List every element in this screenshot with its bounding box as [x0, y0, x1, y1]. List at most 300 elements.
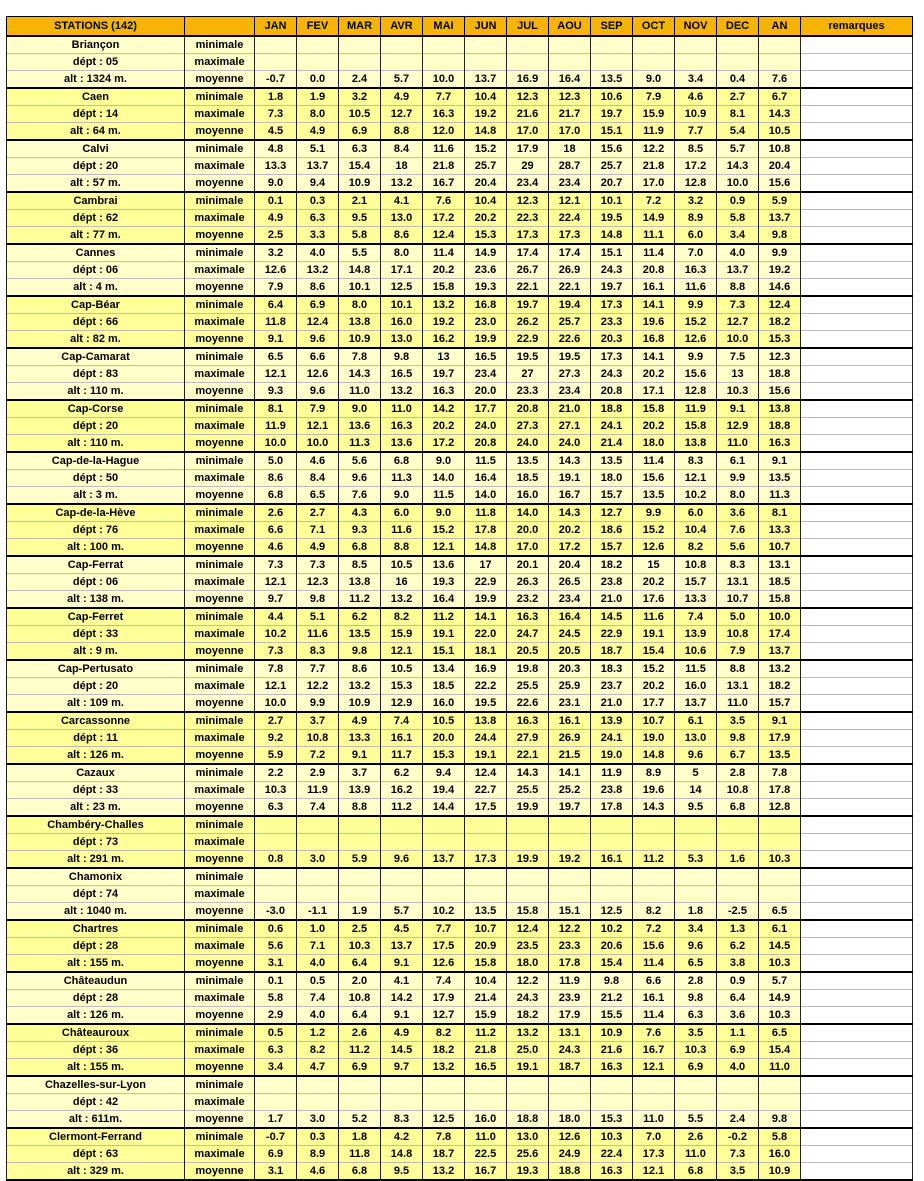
value-cell[interactable]: 21.0 — [591, 591, 633, 609]
value-cell[interactable]: 16.4 — [423, 591, 465, 609]
value-cell[interactable] — [297, 36, 339, 54]
station-alt[interactable]: alt : 155 m. — [7, 1059, 185, 1077]
station-name[interactable]: Cannes — [7, 244, 185, 262]
value-cell[interactable]: 15.1 — [591, 123, 633, 141]
value-cell[interactable]: 10.8 — [717, 626, 759, 643]
value-cell[interactable]: 3.1 — [255, 955, 297, 973]
value-cell[interactable]: 16.5 — [465, 1059, 507, 1077]
value-cell[interactable] — [591, 36, 633, 54]
value-cell[interactable] — [549, 886, 591, 903]
value-cell[interactable] — [465, 868, 507, 886]
value-cell[interactable]: 5.0 — [717, 608, 759, 626]
remarks-cell[interactable] — [801, 868, 913, 886]
value-cell[interactable]: 24.9 — [549, 1146, 591, 1163]
value-cell[interactable]: 19.0 — [633, 730, 675, 747]
row-type[interactable]: moyenne — [185, 747, 255, 765]
value-cell[interactable] — [297, 816, 339, 834]
value-cell[interactable]: 8.8 — [339, 799, 381, 817]
value-cell[interactable]: 9.8 — [717, 730, 759, 747]
remarks-cell[interactable] — [801, 1163, 913, 1181]
row-type[interactable]: moyenne — [185, 123, 255, 141]
value-cell[interactable]: 15.2 — [633, 522, 675, 539]
header-month[interactable]: NOV — [675, 17, 717, 37]
value-cell[interactable]: 19.7 — [549, 799, 591, 817]
row-type[interactable]: moyenne — [185, 487, 255, 505]
value-cell[interactable]: 25.7 — [591, 158, 633, 175]
value-cell[interactable]: 16.0 — [465, 1111, 507, 1129]
value-cell[interactable]: 8.0 — [339, 296, 381, 314]
value-cell[interactable]: 2.5 — [255, 227, 297, 245]
value-cell[interactable]: 13.3 — [675, 591, 717, 609]
value-cell[interactable]: 6.3 — [339, 140, 381, 158]
value-cell[interactable]: 15 — [633, 556, 675, 574]
value-cell[interactable]: 8.2 — [381, 608, 423, 626]
value-cell[interactable]: 22.0 — [465, 626, 507, 643]
value-cell[interactable]: 8.9 — [675, 210, 717, 227]
annual-cell[interactable]: 10.9 — [759, 1163, 801, 1181]
value-cell[interactable]: 15.1 — [591, 244, 633, 262]
value-cell[interactable]: 20.0 — [507, 522, 549, 539]
value-cell[interactable]: 9.7 — [255, 591, 297, 609]
value-cell[interactable]: 11.2 — [339, 591, 381, 609]
value-cell[interactable]: 9.5 — [339, 210, 381, 227]
value-cell[interactable] — [381, 1076, 423, 1094]
header-month[interactable]: FEV — [297, 17, 339, 37]
value-cell[interactable]: 10.6 — [591, 88, 633, 106]
value-cell[interactable]: 10.4 — [465, 192, 507, 210]
value-cell[interactable] — [549, 1076, 591, 1094]
value-cell[interactable]: 12.6 — [255, 262, 297, 279]
station-name[interactable]: Cap-Béar — [7, 296, 185, 314]
row-type[interactable]: maximale — [185, 262, 255, 279]
value-cell[interactable]: 13.7 — [717, 262, 759, 279]
value-cell[interactable]: 25.7 — [465, 158, 507, 175]
value-cell[interactable]: 12.6 — [297, 366, 339, 383]
remarks-cell[interactable] — [801, 1146, 913, 1163]
station-alt[interactable]: alt : 1324 m. — [7, 71, 185, 89]
row-type[interactable]: moyenne — [185, 435, 255, 453]
annual-cell[interactable]: 10.5 — [759, 123, 801, 141]
value-cell[interactable]: 19.6 — [633, 314, 675, 331]
value-cell[interactable]: 14.8 — [381, 1146, 423, 1163]
value-cell[interactable]: -3.0 — [255, 903, 297, 921]
annual-cell[interactable]: 17.9 — [759, 730, 801, 747]
value-cell[interactable]: 16.1 — [591, 851, 633, 869]
value-cell[interactable]: 15.7 — [591, 487, 633, 505]
value-cell[interactable]: 7.3 — [717, 1146, 759, 1163]
value-cell[interactable] — [339, 868, 381, 886]
value-cell[interactable] — [633, 816, 675, 834]
value-cell[interactable]: 13.5 — [591, 452, 633, 470]
remarks-cell[interactable] — [801, 747, 913, 765]
value-cell[interactable]: 10.8 — [297, 730, 339, 747]
value-cell[interactable]: 16.7 — [549, 487, 591, 505]
value-cell[interactable]: 15.3 — [591, 1111, 633, 1129]
value-cell[interactable]: 19.6 — [633, 782, 675, 799]
annual-cell[interactable]: 18.8 — [759, 418, 801, 435]
value-cell[interactable]: 0.6 — [255, 920, 297, 938]
remarks-cell[interactable] — [801, 574, 913, 591]
value-cell[interactable]: 3.4 — [717, 227, 759, 245]
value-cell[interactable] — [465, 1076, 507, 1094]
value-cell[interactable] — [255, 816, 297, 834]
value-cell[interactable]: 12.5 — [591, 903, 633, 921]
row-type[interactable]: minimale — [185, 868, 255, 886]
remarks-cell[interactable] — [801, 418, 913, 435]
annual-cell[interactable]: 16.0 — [759, 1146, 801, 1163]
value-cell[interactable]: 6.9 — [339, 123, 381, 141]
value-cell[interactable]: 6.5 — [297, 487, 339, 505]
value-cell[interactable]: 19.3 — [423, 574, 465, 591]
value-cell[interactable]: 0.0 — [297, 71, 339, 89]
value-cell[interactable]: 11.9 — [255, 418, 297, 435]
row-type[interactable]: maximale — [185, 678, 255, 695]
value-cell[interactable]: 9.9 — [633, 504, 675, 522]
value-cell[interactable]: 13.7 — [381, 938, 423, 955]
value-cell[interactable]: 18.5 — [507, 470, 549, 487]
value-cell[interactable]: 14.8 — [633, 747, 675, 765]
value-cell[interactable]: 20.8 — [465, 435, 507, 453]
value-cell[interactable]: 17.3 — [591, 296, 633, 314]
value-cell[interactable]: 12.4 — [465, 764, 507, 782]
row-type[interactable]: minimale — [185, 192, 255, 210]
value-cell[interactable] — [381, 868, 423, 886]
station-alt[interactable]: alt : 23 m. — [7, 799, 185, 817]
value-cell[interactable]: 19.7 — [591, 106, 633, 123]
value-cell[interactable]: 10.9 — [339, 331, 381, 349]
annual-cell[interactable]: 9.8 — [759, 227, 801, 245]
value-cell[interactable]: 7.4 — [297, 990, 339, 1007]
value-cell[interactable] — [339, 1094, 381, 1111]
value-cell[interactable]: 5.1 — [297, 140, 339, 158]
row-type[interactable]: maximale — [185, 366, 255, 383]
value-cell[interactable]: 4.6 — [297, 1163, 339, 1181]
value-cell[interactable]: 9.1 — [255, 331, 297, 349]
annual-cell[interactable]: 11.0 — [759, 1059, 801, 1077]
value-cell[interactable]: 10.6 — [675, 643, 717, 661]
row-type[interactable]: minimale — [185, 712, 255, 730]
value-cell[interactable] — [381, 54, 423, 71]
value-cell[interactable]: 15.6 — [591, 140, 633, 158]
header-month[interactable]: SEP — [591, 17, 633, 37]
value-cell[interactable] — [465, 54, 507, 71]
value-cell[interactable]: 17.8 — [591, 799, 633, 817]
value-cell[interactable]: 2.5 — [339, 920, 381, 938]
value-cell[interactable]: 13.1 — [549, 1024, 591, 1042]
value-cell[interactable]: 24.3 — [591, 366, 633, 383]
station-dept[interactable]: dépt : 33 — [7, 626, 185, 643]
value-cell[interactable]: 5.6 — [255, 938, 297, 955]
value-cell[interactable]: 6.0 — [381, 504, 423, 522]
value-cell[interactable]: 20.2 — [549, 522, 591, 539]
row-type[interactable]: moyenne — [185, 591, 255, 609]
value-cell[interactable]: 5.6 — [717, 539, 759, 557]
value-cell[interactable] — [675, 816, 717, 834]
value-cell[interactable]: 13.2 — [507, 1024, 549, 1042]
value-cell[interactable]: 19.3 — [465, 279, 507, 297]
value-cell[interactable]: 11.9 — [297, 782, 339, 799]
value-cell[interactable]: 12.1 — [381, 643, 423, 661]
value-cell[interactable]: 3.3 — [297, 227, 339, 245]
value-cell[interactable]: 8.8 — [381, 123, 423, 141]
row-type[interactable]: moyenne — [185, 71, 255, 89]
value-cell[interactable]: 19.1 — [507, 1059, 549, 1077]
value-cell[interactable]: 7.7 — [675, 123, 717, 141]
value-cell[interactable]: 9.3 — [255, 383, 297, 401]
value-cell[interactable]: 20.7 — [591, 175, 633, 193]
station-name[interactable]: Chartres — [7, 920, 185, 938]
value-cell[interactable]: 4.5 — [381, 920, 423, 938]
value-cell[interactable]: 16.9 — [465, 660, 507, 678]
value-cell[interactable]: 14.3 — [717, 158, 759, 175]
header-month[interactable]: MAR — [339, 17, 381, 37]
value-cell[interactable]: 24.3 — [507, 990, 549, 1007]
value-cell[interactable] — [255, 868, 297, 886]
value-cell[interactable]: 10.0 — [255, 435, 297, 453]
value-cell[interactable]: 20.3 — [549, 660, 591, 678]
value-cell[interactable]: 25.2 — [549, 782, 591, 799]
value-cell[interactable]: 3.4 — [675, 71, 717, 89]
value-cell[interactable] — [717, 868, 759, 886]
value-cell[interactable] — [423, 886, 465, 903]
remarks-cell[interactable] — [801, 920, 913, 938]
value-cell[interactable]: 20.6 — [591, 938, 633, 955]
value-cell[interactable] — [507, 1094, 549, 1111]
value-cell[interactable]: 10.4 — [465, 972, 507, 990]
row-type[interactable]: maximale — [185, 106, 255, 123]
value-cell[interactable]: 23.4 — [549, 383, 591, 401]
value-cell[interactable]: 19.8 — [507, 660, 549, 678]
station-name[interactable]: Caen — [7, 88, 185, 106]
value-cell[interactable]: 9.0 — [339, 400, 381, 418]
value-cell[interactable]: 24.3 — [591, 262, 633, 279]
station-name[interactable]: Cap-de-la-Hève — [7, 504, 185, 522]
value-cell[interactable]: 9.1 — [339, 747, 381, 765]
value-cell[interactable]: 19.1 — [423, 626, 465, 643]
value-cell[interactable]: 25.0 — [507, 1042, 549, 1059]
value-cell[interactable]: 23.9 — [549, 990, 591, 1007]
value-cell[interactable]: 25.7 — [549, 314, 591, 331]
value-cell[interactable]: 18.8 — [591, 400, 633, 418]
value-cell[interactable]: 10.0 — [297, 435, 339, 453]
value-cell[interactable]: 27.3 — [507, 418, 549, 435]
value-cell[interactable]: 23.4 — [507, 175, 549, 193]
value-cell[interactable]: 21.5 — [549, 747, 591, 765]
value-cell[interactable]: 17.4 — [507, 244, 549, 262]
value-cell[interactable]: 16.8 — [633, 331, 675, 349]
row-type[interactable]: maximale — [185, 938, 255, 955]
value-cell[interactable] — [423, 834, 465, 851]
value-cell[interactable]: 13.8 — [675, 435, 717, 453]
value-cell[interactable]: 3.6 — [717, 504, 759, 522]
annual-cell[interactable]: 6.5 — [759, 1024, 801, 1042]
value-cell[interactable] — [381, 886, 423, 903]
value-cell[interactable]: 5.9 — [339, 851, 381, 869]
value-cell[interactable]: 9.9 — [717, 470, 759, 487]
value-cell[interactable]: 13.6 — [423, 556, 465, 574]
annual-cell[interactable]: 14.6 — [759, 279, 801, 297]
value-cell[interactable]: 16.3 — [591, 1059, 633, 1077]
value-cell[interactable]: 19.5 — [549, 348, 591, 366]
value-cell[interactable]: 10.5 — [381, 660, 423, 678]
value-cell[interactable]: 14.4 — [423, 799, 465, 817]
value-cell[interactable]: 8.2 — [633, 903, 675, 921]
station-dept[interactable]: dépt : 66 — [7, 314, 185, 331]
value-cell[interactable]: 22.1 — [507, 747, 549, 765]
remarks-cell[interactable] — [801, 158, 913, 175]
remarks-cell[interactable] — [801, 799, 913, 817]
value-cell[interactable]: 5.1 — [297, 608, 339, 626]
value-cell[interactable]: 8.3 — [297, 643, 339, 661]
value-cell[interactable]: 11.3 — [339, 435, 381, 453]
value-cell[interactable]: 6.2 — [339, 608, 381, 626]
value-cell[interactable]: 8.1 — [255, 400, 297, 418]
value-cell[interactable]: 6.4 — [255, 296, 297, 314]
annual-cell[interactable]: 20.4 — [759, 158, 801, 175]
value-cell[interactable]: 13.6 — [339, 418, 381, 435]
value-cell[interactable]: 6.8 — [675, 1163, 717, 1181]
value-cell[interactable]: 11.9 — [675, 400, 717, 418]
remarks-cell[interactable] — [801, 851, 913, 869]
value-cell[interactable]: 8.8 — [381, 539, 423, 557]
value-cell[interactable] — [465, 816, 507, 834]
value-cell[interactable]: 3.7 — [297, 712, 339, 730]
value-cell[interactable]: 3.6 — [717, 1007, 759, 1025]
value-cell[interactable]: 8.0 — [717, 487, 759, 505]
annual-cell[interactable]: 10.3 — [759, 955, 801, 973]
value-cell[interactable]: 24.5 — [549, 626, 591, 643]
value-cell[interactable]: 12.5 — [381, 279, 423, 297]
value-cell[interactable]: 1.8 — [339, 1128, 381, 1146]
value-cell[interactable]: 6.2 — [381, 764, 423, 782]
value-cell[interactable]: 16.0 — [381, 314, 423, 331]
remarks-cell[interactable] — [801, 972, 913, 990]
value-cell[interactable]: 9.6 — [675, 747, 717, 765]
value-cell[interactable] — [465, 36, 507, 54]
value-cell[interactable]: 6.0 — [675, 504, 717, 522]
station-name[interactable]: Cap-Ferret — [7, 608, 185, 626]
value-cell[interactable]: 9.8 — [297, 591, 339, 609]
row-type[interactable]: maximale — [185, 990, 255, 1007]
value-cell[interactable]: 18.5 — [423, 678, 465, 695]
remarks-cell[interactable] — [801, 591, 913, 609]
value-cell[interactable]: 16.9 — [507, 71, 549, 89]
value-cell[interactable]: 0.4 — [717, 71, 759, 89]
value-cell[interactable]: 15.2 — [633, 660, 675, 678]
value-cell[interactable] — [507, 1076, 549, 1094]
value-cell[interactable] — [633, 36, 675, 54]
value-cell[interactable]: 15.7 — [675, 574, 717, 591]
value-cell[interactable]: 27 — [507, 366, 549, 383]
value-cell[interactable]: 19.0 — [591, 747, 633, 765]
value-cell[interactable]: 11.3 — [381, 470, 423, 487]
value-cell[interactable]: 8.4 — [297, 470, 339, 487]
value-cell[interactable]: 17.1 — [633, 383, 675, 401]
value-cell[interactable]: 24.0 — [507, 435, 549, 453]
value-cell[interactable]: 17.2 — [675, 158, 717, 175]
value-cell[interactable] — [717, 816, 759, 834]
value-cell[interactable]: 5.5 — [339, 244, 381, 262]
value-cell[interactable]: 11.5 — [423, 487, 465, 505]
value-cell[interactable]: 2.6 — [675, 1128, 717, 1146]
value-cell[interactable]: 10.5 — [423, 712, 465, 730]
annual-cell[interactable]: 10.3 — [759, 851, 801, 869]
value-cell[interactable]: 1.8 — [675, 903, 717, 921]
value-cell[interactable]: 1.9 — [297, 88, 339, 106]
value-cell[interactable]: 11.9 — [549, 972, 591, 990]
value-cell[interactable]: 8.3 — [381, 1111, 423, 1129]
row-type[interactable]: maximale — [185, 574, 255, 591]
value-cell[interactable] — [633, 834, 675, 851]
row-type[interactable]: moyenne — [185, 539, 255, 557]
value-cell[interactable]: 3.2 — [675, 192, 717, 210]
value-cell[interactable]: 19.2 — [423, 314, 465, 331]
row-type[interactable]: maximale — [185, 470, 255, 487]
value-cell[interactable]: 0.3 — [297, 192, 339, 210]
value-cell[interactable]: 9.5 — [675, 799, 717, 817]
value-cell[interactable]: 7.8 — [255, 660, 297, 678]
value-cell[interactable]: 12.6 — [675, 331, 717, 349]
value-cell[interactable]: 9.9 — [675, 296, 717, 314]
value-cell[interactable]: 2.7 — [717, 88, 759, 106]
value-cell[interactable]: 0.1 — [255, 192, 297, 210]
value-cell[interactable]: 10.2 — [423, 903, 465, 921]
station-dept[interactable]: dépt : 76 — [7, 522, 185, 539]
annual-cell[interactable]: 13.2 — [759, 660, 801, 678]
value-cell[interactable]: 17.0 — [507, 123, 549, 141]
value-cell[interactable]: 15.3 — [465, 227, 507, 245]
value-cell[interactable]: 16.3 — [591, 1163, 633, 1181]
value-cell[interactable]: 26.7 — [507, 262, 549, 279]
value-cell[interactable]: 11.4 — [633, 244, 675, 262]
value-cell[interactable]: 17.3 — [507, 227, 549, 245]
value-cell[interactable] — [465, 834, 507, 851]
annual-cell[interactable] — [759, 1094, 801, 1111]
value-cell[interactable]: -1.1 — [297, 903, 339, 921]
value-cell[interactable]: 7.3 — [255, 106, 297, 123]
value-cell[interactable]: 17.3 — [591, 348, 633, 366]
value-cell[interactable]: 9.1 — [381, 955, 423, 973]
value-cell[interactable]: 15.5 — [591, 1007, 633, 1025]
value-cell[interactable]: 28.7 — [549, 158, 591, 175]
annual-cell[interactable]: 12.4 — [759, 296, 801, 314]
value-cell[interactable]: 6.4 — [717, 990, 759, 1007]
remarks-cell[interactable] — [801, 192, 913, 210]
row-type[interactable]: minimale — [185, 88, 255, 106]
value-cell[interactable]: 24.1 — [591, 418, 633, 435]
value-cell[interactable]: 21.0 — [549, 400, 591, 418]
value-cell[interactable]: 12.1 — [549, 192, 591, 210]
station-dept[interactable]: dépt : 20 — [7, 678, 185, 695]
value-cell[interactable] — [717, 886, 759, 903]
remarks-cell[interactable] — [801, 487, 913, 505]
value-cell[interactable]: 20.1 — [507, 556, 549, 574]
value-cell[interactable]: 14.0 — [507, 504, 549, 522]
value-cell[interactable]: 12.3 — [297, 574, 339, 591]
value-cell[interactable]: 5.6 — [339, 452, 381, 470]
value-cell[interactable]: 9.9 — [675, 348, 717, 366]
value-cell[interactable]: 15.4 — [591, 955, 633, 973]
remarks-cell[interactable] — [801, 331, 913, 349]
remarks-cell[interactable] — [801, 730, 913, 747]
value-cell[interactable]: 3.8 — [717, 955, 759, 973]
value-cell[interactable]: 5.8 — [339, 227, 381, 245]
value-cell[interactable]: 14.3 — [339, 366, 381, 383]
value-cell[interactable] — [339, 816, 381, 834]
value-cell[interactable]: 17.5 — [423, 938, 465, 955]
value-cell[interactable] — [717, 1094, 759, 1111]
value-cell[interactable]: 23.1 — [549, 695, 591, 713]
